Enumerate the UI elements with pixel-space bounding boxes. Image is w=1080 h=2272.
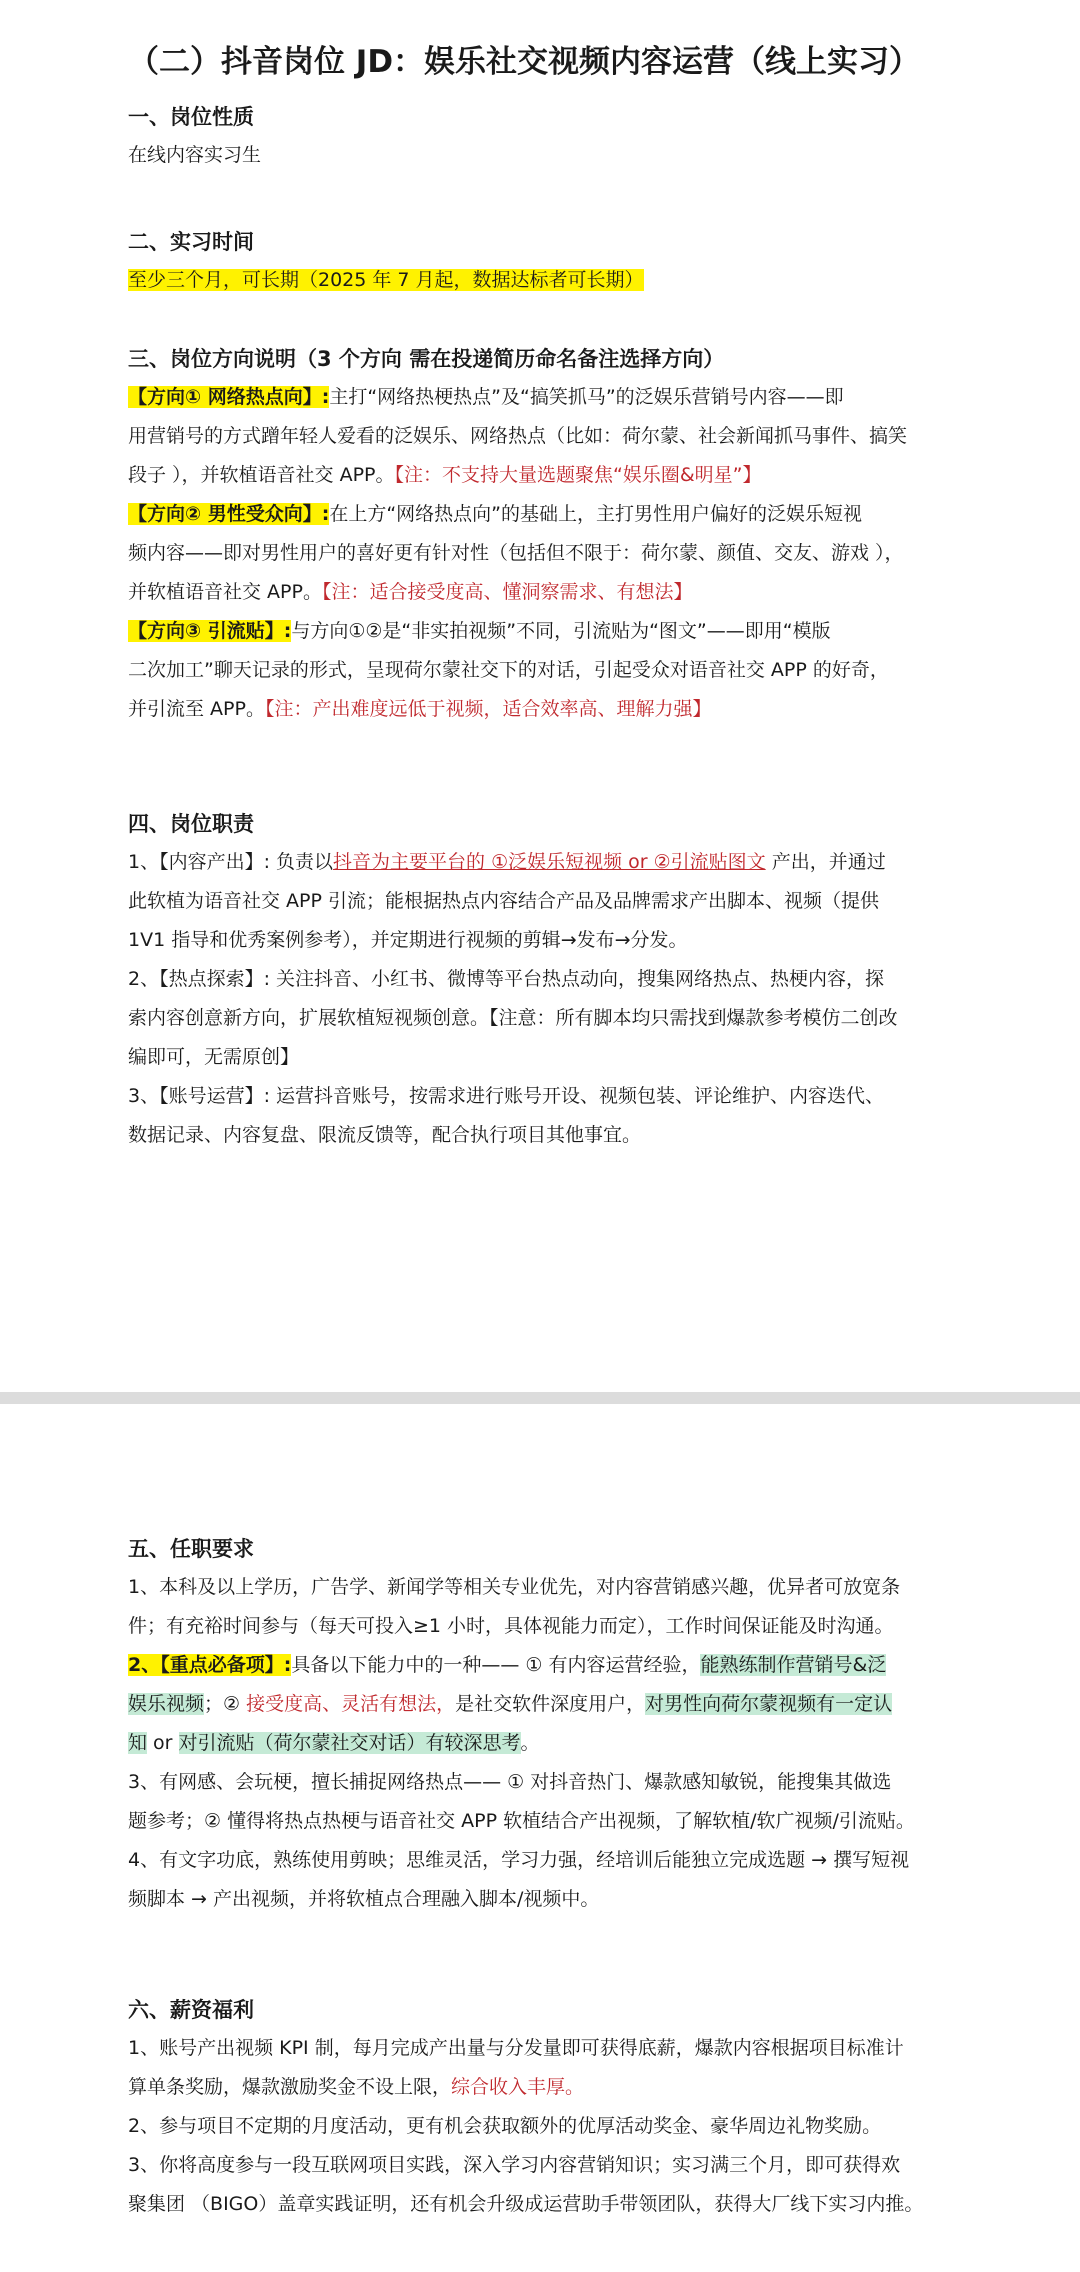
- duty-3-line-1: 3、【账号运营】: 运营抖音账号，按需求进行账号开设、视频包装、评论维护、内容迭代、: [128, 1085, 885, 1107]
- direction-1-text-1: 主打“网络热梗热点”及“搞笑抓马”的泛娱乐营销号内容——即: [329, 386, 844, 408]
- welfare-1-red: 综合收入丰厚。: [451, 2076, 585, 2098]
- section-6-heading: 六、薪资福利: [128, 1998, 254, 2022]
- duty-3-line-2: 数据记录、内容复盘、限流反馈等，配合执行项目其他事宜。: [128, 1124, 642, 1146]
- welfare-3-line-2: 聚集团 （BIGO）盖章实践证明，还有机会升级成运营助手带领团队，获得大厂线下实习内推。: [128, 2193, 924, 2215]
- req-2-green-4: 知: [128, 1732, 148, 1754]
- direction-3-text-1: 与方向①②是“非实拍视频”不同，引流贴为“图文”——即用“模版: [291, 620, 831, 642]
- duty-1-line-2: 此软植为语音社交 APP 引流；能根据热点内容结合产品及品牌需求产出脚本、视频（提供: [128, 890, 879, 912]
- req-2-text-c: 是社交软件深度用户，: [455, 1693, 646, 1715]
- req-2-line-2: [128, 1685, 968, 1724]
- direction-2-note: 【注：适合接受度高、懂洞察需求、有想法】: [321, 581, 693, 603]
- welfare-3-line-1: 3、你将高度参与一段互联网项目实践，深入学习内容营销知识；实习满三个月，即可获得欢: [128, 2154, 901, 2176]
- req-2-text-a: 具备以下能力中的一种—— ① 有内容运营经验，: [291, 1654, 701, 1676]
- direction-1-text-3: 段子 ），并软植语音社交 APP。: [128, 464, 395, 486]
- duty-2-line-1: 2、【热点探索】: 关注抖音、小红书、微博等平台热点动向，搜集网络热点、热梗内容，探: [128, 968, 885, 990]
- duty-1-text-b: 产出，并通过: [765, 851, 886, 873]
- req-1-line-1: 1、本科及以上学历，广告学、新闻学等相关专业优先，对内容营销感兴趣，优异者可放宽条: [128, 1576, 901, 1598]
- direction-1-line-3: [128, 456, 968, 495]
- direction-3-line-3: [128, 690, 968, 729]
- direction-2-line-3: [128, 573, 968, 612]
- page-title: （二）抖音岗位 JD：娱乐社交视频内容运营（线上实习）: [128, 44, 921, 80]
- section-3-heading: 三、岗位方向说明（3 个方向 需在投递简历命名备注选择方向）: [128, 347, 725, 371]
- req-4-line-1: 4、有文字功底，熟练使用剪映；思维灵活，学习力强，经培训后能独立完成选题 → 撰写短视: [128, 1849, 910, 1871]
- duty-1-line-1: [128, 843, 968, 882]
- internship-period-highlight: 至少三个月，可长期（2025 年 7 月起，数据达标者可长期）: [128, 269, 644, 291]
- duty-2-line-3: 编即可，无需原创】: [128, 1046, 300, 1068]
- req-2-green-5: 对引流贴（荷尔蒙社交对话）有较深思考: [178, 1732, 521, 1754]
- welfare-1-line-1: 1、账号产出视频 KPI 制，每月完成产出量与分发量即可获得底薪，爆款内容根据项目标准计: [128, 2037, 904, 2059]
- req-1-line-2: 件；有充裕时间参与（每天可投入≥1 小时，具体视能力而定），工作时间保证能及时沟通。: [128, 1615, 894, 1637]
- req-2-green-3: 对男性向荷尔蒙视频有一定认: [645, 1693, 893, 1715]
- direction-2-line-1: [128, 495, 968, 534]
- welfare-1-text: 算单条奖励，爆款激励奖金不设上限，: [128, 2076, 452, 2098]
- direction-3-line-2: 二次加工”聊天记录的形式，呈现荷尔蒙社交下的对话，引起受众对语音社交 APP 的好奇，: [128, 659, 889, 681]
- req-2-green-1: 能熟练制作营销号&泛: [700, 1654, 887, 1676]
- req-3-line-2: 题参考；② 懂得将热点热梗与语音社交 APP 软植结合产出视频，了解软植/软广视频/引流贴。: [128, 1810, 915, 1832]
- req-2-line-1: [128, 1646, 968, 1685]
- direction-2-text-1: 在上方“网络热点向”的基础上，主打男性用户偏好的泛娱乐短视: [329, 503, 863, 525]
- direction-1-tag: 【方向① 网络热点向】:: [128, 386, 330, 408]
- req-2-tag: 2、【重点必备项】:: [128, 1654, 292, 1676]
- duty-1-line-3: 1V1 指导和优秀案例参考），并定期进行视频的剪辑→发布→分发。: [128, 929, 688, 951]
- direction-2-line-2: 频内容——即对男性用户的喜好更有针对性（包括但不限于：荷尔蒙、颜值、交友、游戏 ），: [128, 542, 904, 564]
- req-3-line-1: 3、有网感、会玩梗，擅长捕捉网络热点—— ① 对抖音热门、爆款感知敏锐，能搜集其做选: [128, 1771, 892, 1793]
- sheet-1-content: [128, 40, 968, 1155]
- req-4-line-2: 频脚本 → 产出视频，并将软植点合理融入脚本/视频中。: [128, 1888, 600, 1910]
- req-2-line-3: [128, 1724, 968, 1763]
- section-2-text: [128, 261, 968, 300]
- req-2-red: 接受度高、灵活有想法，: [246, 1693, 456, 1715]
- duty-2-line-2: 索内容创意新方向，扩展软植短视频创意。【注意：所有脚本均只需找到爆款参考模仿二创改: [128, 1007, 898, 1029]
- section-2-heading: 二、实习时间: [128, 230, 254, 254]
- section-5-heading: 五、任职要求: [128, 1537, 254, 1561]
- req-2-or: or: [147, 1732, 179, 1754]
- duty-1-text-a: 1、【内容产出】: 负责以: [128, 851, 334, 873]
- welfare-1-line-2: [128, 2068, 968, 2107]
- section-1-heading: 一、岗位性质: [128, 105, 254, 129]
- direction-3-line-1: [128, 612, 968, 651]
- req-2-text-b: ；②: [204, 1693, 247, 1715]
- duty-1-platform-underlined: 抖音为主要平台的 ①泛娱乐短视频 or ②引流贴图文: [333, 851, 766, 873]
- direction-2-tag: 【方向② 男性受众向】:: [128, 503, 330, 525]
- direction-3-tag: 【方向③ 引流贴】:: [128, 620, 292, 642]
- sheet-2-content: [128, 1530, 968, 2224]
- req-2-end: 。: [520, 1732, 540, 1754]
- page-divider: [0, 1392, 1080, 1404]
- direction-1-line-1: [128, 378, 968, 417]
- section-1-text: 在线内容实习生: [128, 144, 262, 166]
- welfare-2-line: 2、参与项目不定期的月度活动，更有机会获取额外的优厚活动奖金、豪华周边礼物奖励。: [128, 2115, 882, 2137]
- direction-1-line-2: 用营销号的方式蹭年轻人爱看的泛娱乐、网络热点（比如：荷尔蒙、社会新闻抓马事件、搞笑: [128, 425, 908, 447]
- direction-2-text-3: 并软植语音社交 APP。: [128, 581, 322, 603]
- req-2-green-2: 娱乐视频: [128, 1693, 205, 1715]
- section-4-heading: 四、岗位职责: [128, 812, 254, 836]
- document-sheet-2: [0, 1404, 1080, 2272]
- direction-1-note: 【注：不支持大量选题聚焦“娱乐圈&明星”】: [394, 464, 762, 486]
- direction-3-text-3: 并引流至 APP。: [128, 698, 265, 720]
- direction-3-note: 【注：产出难度远低于视频，适合效率高、理解力强】: [264, 698, 712, 720]
